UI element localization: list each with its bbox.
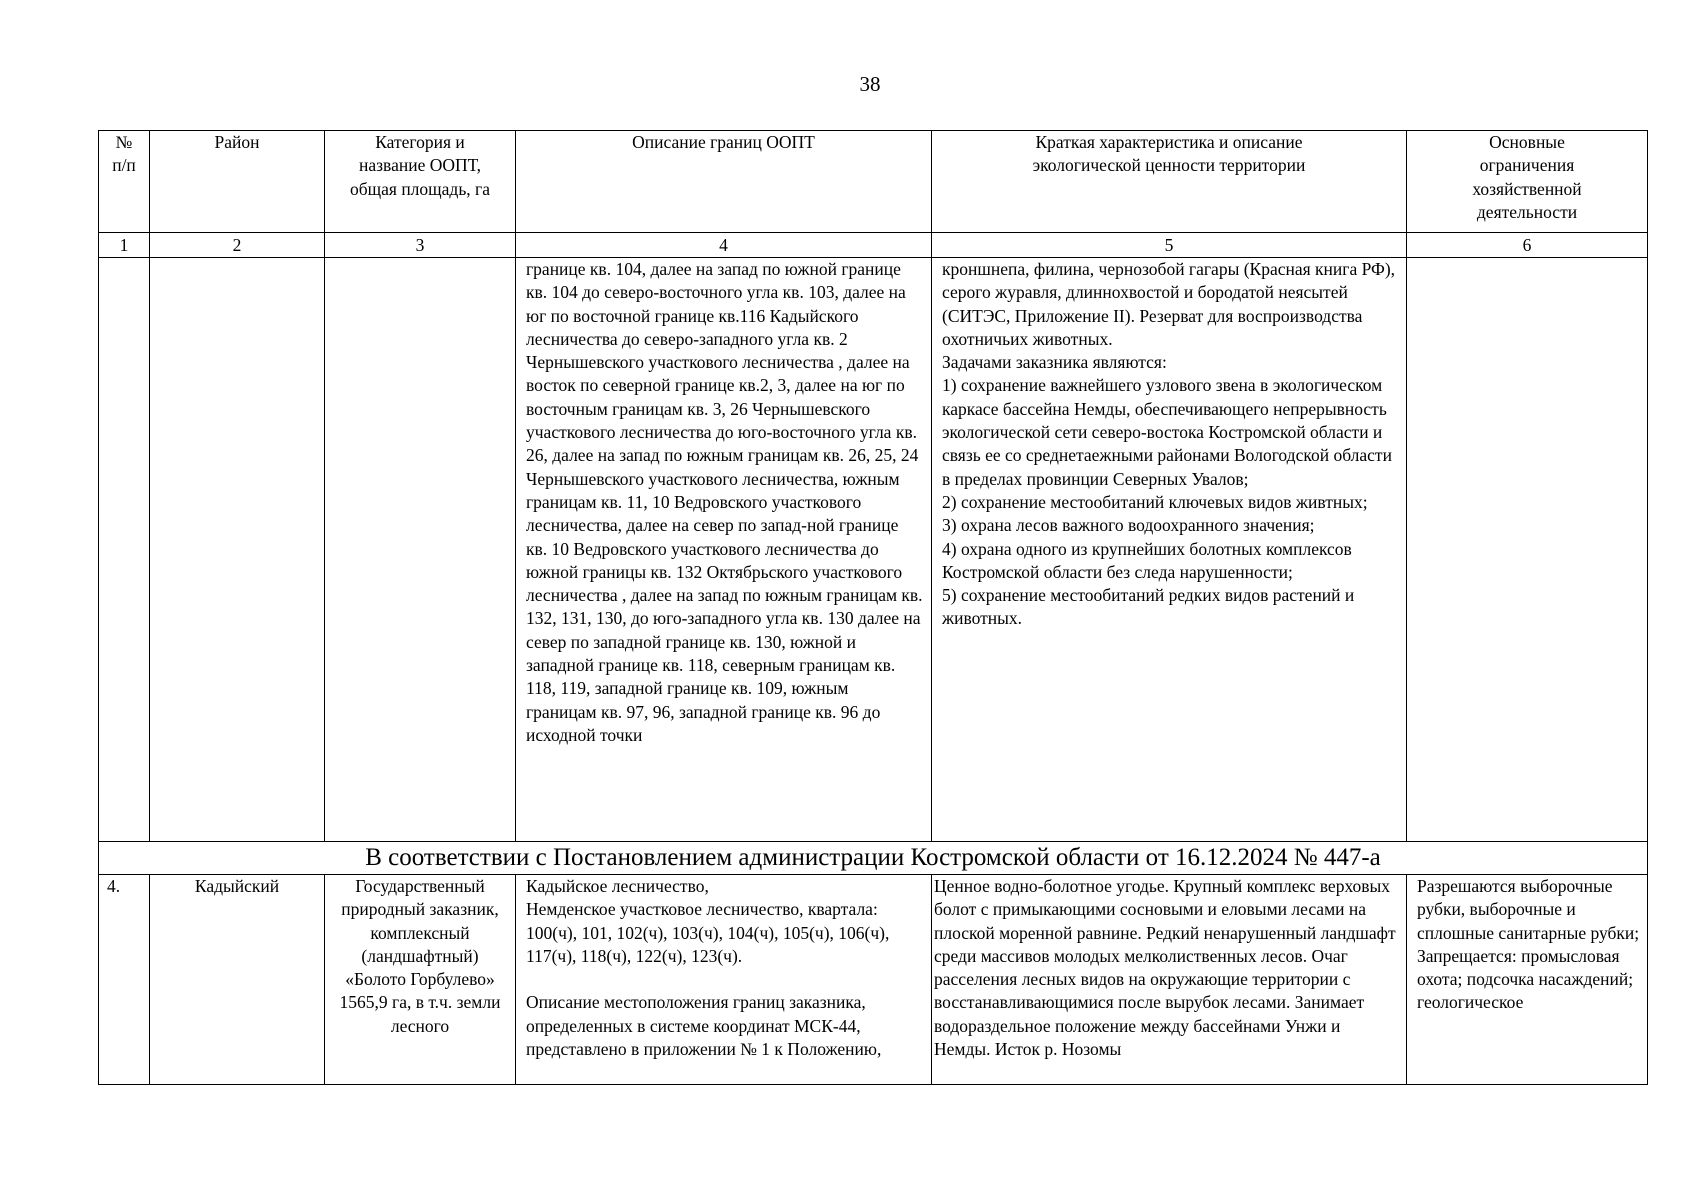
- header-number: № п/п: [99, 131, 150, 233]
- cell-empty: [99, 258, 150, 842]
- row-number: 4.: [99, 875, 150, 1085]
- restrictions-cell: Разрешаются выборочные рубки, выборочные и сплошные санитарные рубки; Запрещается: промысловая охота; подсочка насаждений; геологическое: [1407, 875, 1648, 1085]
- header-district: Район: [150, 131, 325, 233]
- continued-row: [99, 258, 1648, 842]
- section-row: [99, 842, 1648, 875]
- boundaries-continued: границе кв. 104, далее на запад по южной границе кв. 104 до северо-восточного угла кв. 103, далее на юг по восточной границе кв.116 Кадыйского лесничества до северо-западного угла кв. 2 Чернышевского участкового лесничества , далее на восток по северной границе кв.2, 3, далее на юг по восточным границам кв. 3, 26 Чернышевского участкового лесничества до юго-восточного угла кв. 26, далее на запад по южным границам кв. 26, 25, 24 Чернышевского участкового лесничества, южным границам кв. 11, 10 Ведровского участкового лесничества, далее на север по запад-ной границе кв. 10 Ведровского участкового лесничества до южной границы кв. 132 Октябрьского участкового лесничества , далее на запад по южным границам кв. 132, 131, 130, до юго-западного угла кв. 130 далее на север по западной границе кв. 130, южной и западной границе кв. 118, северным границам кв. 118, 119, западной границе кв. 109, южным границам кв. 97, 96, западной границе кв. 96 до исходной точки: [516, 258, 932, 842]
- description-continued: кроншнепа, филина, чернозобой гагары (Красная книга РФ), серого журавля, длиннохвостой и бородатой неясытей (СИТЭС, Приложение II). Резерват для воспроизводства охотничьих животных. Задачами заказника являются: 1) сохранение важнейшего узлового звена в экологическом каркасе бассейна Немды, обеспечивающего непрерывность экологической сети северо-востока Костромской области и связь ее со среднетаежными районами Вологодской области в пределах провинции Северных Увалов; 2) сохранение местообитаний ключевых видов живтных; 3) охрана лесов важного водоохранного значения; 4) охрана одного из крупнейших болотных комплексов Костромской области без следа нарушенности; 5) сохранение местообитаний редких видов растений и животных.: [932, 258, 1407, 842]
- page-number: 38: [859, 72, 881, 96]
- category-cell: Государственный природный заказник, комплексный (ландшафтный) «Болото Горбулево» 1565,9 га, в т.ч. земли лесного: [325, 875, 516, 1085]
- column-number: 4: [516, 233, 932, 258]
- cell-empty: [150, 258, 325, 842]
- section-title: В соответствии с Постановлением администрации Костромской области от 16.12.2024 № 447-а: [99, 842, 1648, 875]
- district-cell: Кадыйский: [150, 875, 325, 1085]
- header-boundaries: Описание границ ООПТ: [516, 131, 932, 233]
- header-row: [99, 131, 1648, 233]
- cell-empty: [325, 258, 516, 842]
- header-description: Краткая характеристика и описание экологической ценности территории: [932, 131, 1407, 233]
- column-number: 1: [99, 233, 150, 258]
- column-number: 5: [932, 233, 1407, 258]
- boundaries-cell: Кадыйское лесничество, Немденское участковое лесничество, квартала: 100(ч), 101, 102(ч), 103(ч), 104(ч), 105(ч), 106(ч), 117(ч), 118(ч), 122(ч), 123(ч). Описание местоположения границ заказника, определенных в системе координат МСК-44, представлено в приложении № 1 к Положению,: [516, 875, 932, 1085]
- header-restrictions: Основные ограничения хозяйственной деятельности: [1407, 131, 1648, 233]
- column-number: 3: [325, 233, 516, 258]
- header-category: Категория и название ООПТ, общая площадь, га: [325, 131, 516, 233]
- protected-areas-table: [98, 130, 1648, 1085]
- table-row: [99, 875, 1648, 1085]
- column-number: 6: [1407, 233, 1648, 258]
- cell-empty: [1407, 258, 1648, 842]
- column-number-row: [99, 233, 1648, 258]
- description-cell: Ценное водно-болотное угодье. Крупный комплекс верховых болот с примыкающими сосновыми и еловыми лесами на плоской моренной равнине. Редкий ненарушенный ландшафт среди массивов молодых мелколиственных лесов. Очаг расселения лесных видов на окружающие территории с восстанавливающимися после вырубок лесами. Занимает водораздельное положение между бассейнами Унжи и Немды. Исток р. Нозомы: [932, 875, 1407, 1085]
- column-number: 2: [150, 233, 325, 258]
